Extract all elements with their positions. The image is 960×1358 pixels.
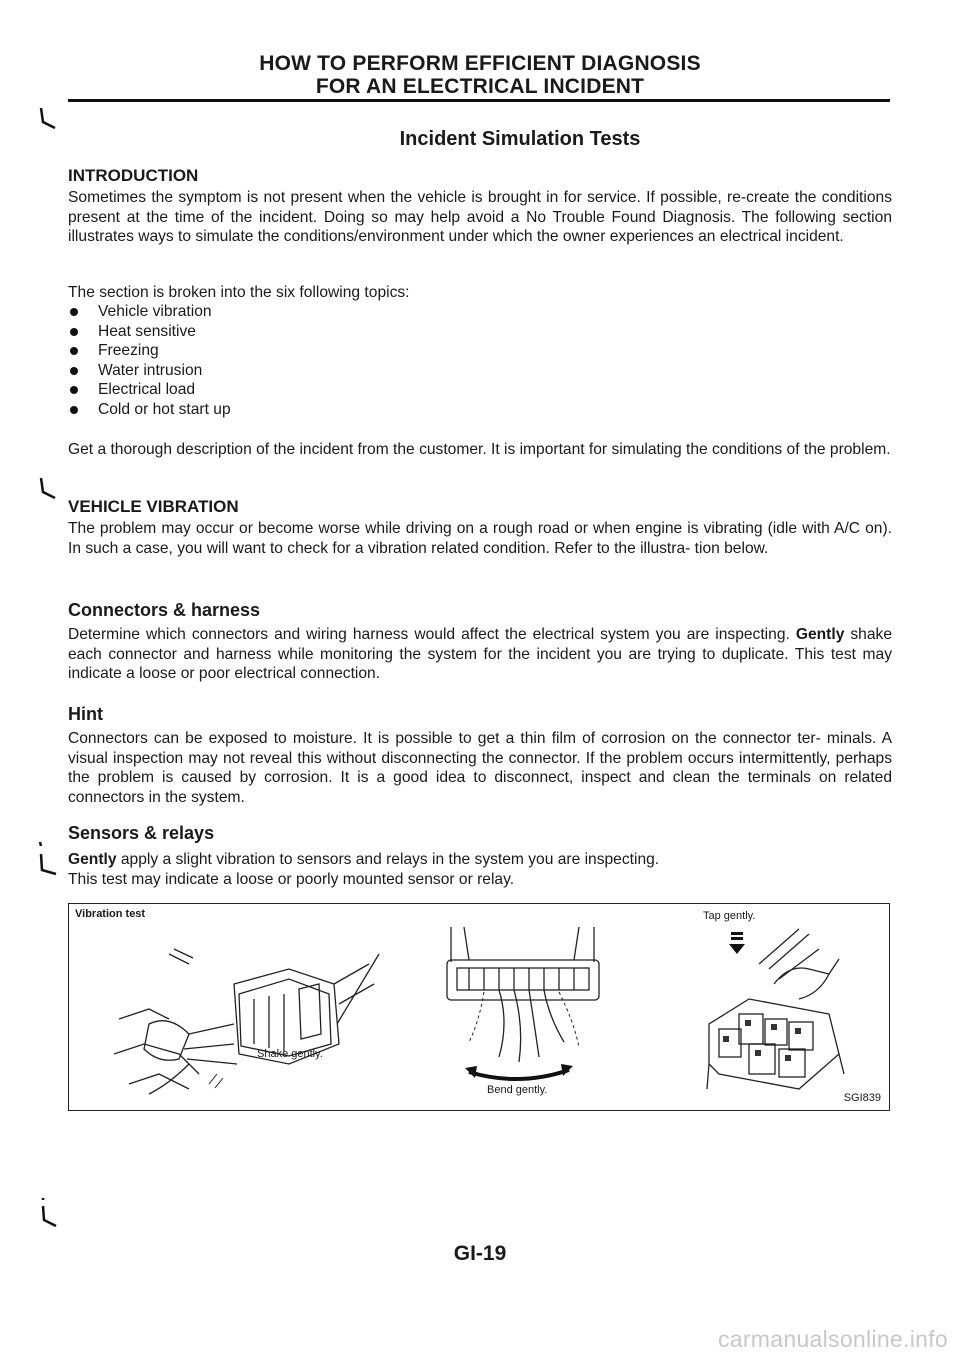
margin-mark-icon — [38, 476, 58, 504]
connectors-paragraph — [68, 625, 892, 684]
watermark: carmanualsonline.info — [717, 1326, 948, 1352]
tap-relays-illustration-icon — [679, 924, 869, 1104]
section-title: Incident Simulation Tests — [399, 128, 641, 150]
sensors-line-1 — [68, 850, 892, 870]
sensors-line-2: This test may indicate a loose or poorly mounted sensor or relay. — [68, 870, 515, 888]
shake-connector-illustration-icon — [89, 924, 389, 1104]
figure-title: Vibration test — [75, 908, 146, 920]
connectors-emphasis: Gently — [795, 626, 845, 643]
introduction-closing: Get a thorough description of the incident from the customer. It is important for simulating the conditions of the problem. — [68, 441, 891, 458]
header-line-1: HOW TO PERFORM EFFICIENT DIAGNOSIS — [259, 52, 701, 75]
introduction-heading: INTRODUCTION — [68, 166, 199, 185]
topics-list — [68, 302, 231, 419]
sensors-heading: Sensors & relays — [68, 823, 215, 843]
vehicle-vibration-paragraph: The problem may occur or become worse while driving on a rough road or when engine is vibrating (idle with A/C on). In such a case, you will want to check for a vibration related condition. Refer to the illustra- tion below. — [68, 520, 892, 557]
caption-bend: Bend gently. — [487, 1084, 548, 1096]
list-item: Heat sensitive — [68, 322, 231, 342]
margin-mark-icon — [36, 840, 60, 880]
connectors-line-2: shake each connector and harness while monitoring the system for the incident you are trying to duplicate. This test may indicate a loose or poor electrical connection. — [68, 626, 892, 682]
sensors-emphasis: Gently — [68, 851, 117, 868]
list-item: Vehicle vibration — [68, 302, 231, 322]
hint-paragraph: Connectors can be exposed to moisture. It is possible to get a thin film of corrosion on the connector ter- minals. A visual inspection may not reveal this without disconnecting the connector. If the problem occurs intermittently, perhaps the problem is caused by corrosion. It is a good idea to disconnect, inspect and clean the terminals on related connectors in the system. — [68, 730, 892, 806]
sensors-line-1-text: apply a slight vibration to sensors and relays in the system you are inspecting. — [116, 851, 660, 868]
header-line-2: FOR AN ELECTRICAL INCIDENT — [315, 75, 645, 98]
caption-shake: Shake gently. — [257, 1048, 323, 1060]
hint-heading: Hint — [68, 704, 103, 724]
connectors-line-1: Determine which connectors and wiring harness would affect the electrical system you are inspecting. — [68, 626, 790, 643]
bend-harness-illustration-icon — [439, 922, 609, 1087]
list-item: Water intrusion — [68, 361, 231, 381]
vehicle-vibration-heading: VEHICLE VIBRATION — [68, 497, 239, 516]
sensors-paragraph — [68, 850, 892, 889]
connectors-heading: Connectors & harness — [68, 600, 261, 620]
caption-tap: Tap gently. — [703, 910, 756, 922]
list-item: Freezing — [68, 341, 231, 361]
margin-mark-icon — [40, 1196, 60, 1232]
list-item: Cold or hot start up — [68, 400, 231, 420]
vibration-test-figure — [68, 903, 890, 1111]
figure-id: SGI839 — [843, 1092, 881, 1104]
introduction-paragraph: Sometimes the symptom is not present when the vehicle is brought in for service. If possible, re-create the conditions present at the time of the incident. Doing so may help avoid a No Trouble Found Diagnosis. The following section illustrates ways to simulate the conditions/environment under which the owner experiences an electrical incident. — [68, 189, 892, 245]
page-number: GI-19 — [453, 1242, 507, 1265]
list-item: Electrical load — [68, 380, 231, 400]
topics-intro: The section is broken into the six following topics: — [68, 284, 410, 301]
header-rule — [68, 99, 890, 102]
